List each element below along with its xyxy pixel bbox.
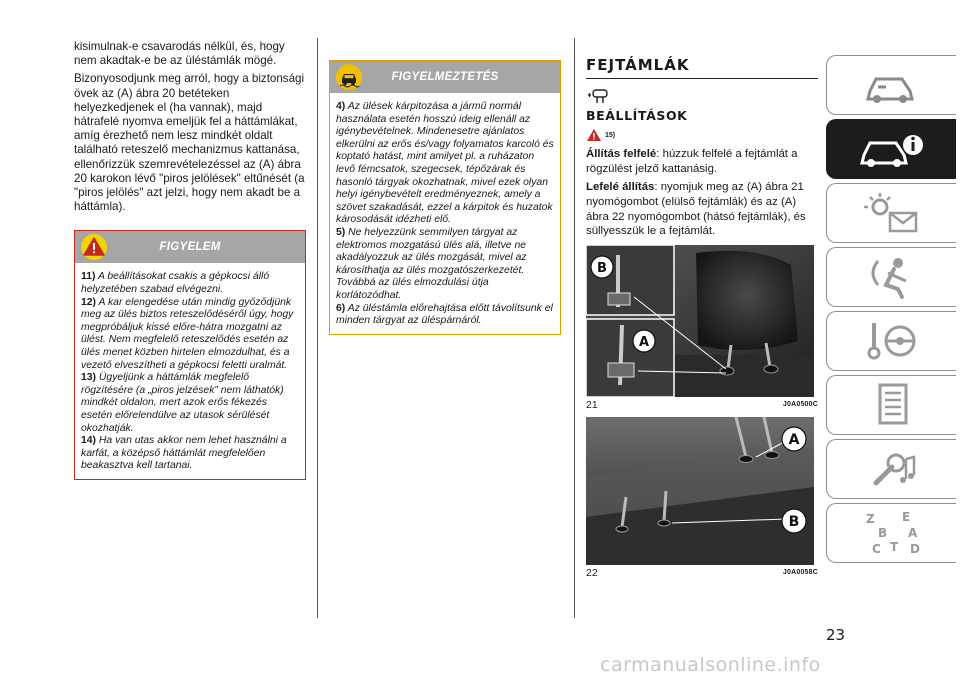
item-text: Az üléstámla előrehajtása előtt távolítsunk el minden tárgyat az üléspárnáról. bbox=[336, 302, 553, 327]
wrench-music-icon bbox=[858, 445, 926, 493]
paragraph-rest: : húzzuk felfelé a fejtámlát a rögzülést jelző kattanásig. bbox=[586, 148, 798, 175]
body-text bbox=[74, 40, 306, 214]
tab-maintenance[interactable] bbox=[826, 375, 956, 435]
warning-header bbox=[330, 61, 560, 93]
warning-item bbox=[336, 303, 554, 328]
airbag-person-icon bbox=[858, 253, 926, 301]
caution-box bbox=[74, 230, 306, 480]
item-number: 14) bbox=[81, 435, 97, 447]
caution-item bbox=[81, 435, 299, 473]
car-icon bbox=[858, 61, 926, 109]
figure-caption bbox=[586, 567, 818, 579]
warning-body bbox=[330, 93, 560, 334]
figure-code: J0A0058C bbox=[782, 569, 818, 577]
paragraph bbox=[586, 180, 818, 238]
figure-code: J0A0500C bbox=[782, 401, 818, 409]
item-text: Ügyeljünk a háttámlák megfelelő rögzítésére (a „piros jelzések” nem láthatók) mindkét oldalon, mert azok erős fékezés esetén előrelendülve az utasok sérülését okozhatják. bbox=[81, 372, 284, 434]
paragraph-lead: Állítás felfelé bbox=[586, 148, 657, 161]
item-number: 12) bbox=[81, 296, 97, 308]
tab-starting-driving[interactable] bbox=[826, 311, 956, 371]
watermark: carmanualsonline.info bbox=[600, 654, 821, 676]
index-letter: C bbox=[871, 542, 881, 556]
callout-a-label: A bbox=[638, 334, 650, 350]
caution-header bbox=[75, 231, 305, 263]
checklist-icon bbox=[858, 381, 926, 429]
alphabet-icon bbox=[858, 509, 926, 557]
figure-21-image bbox=[586, 245, 814, 397]
body-text bbox=[586, 147, 818, 239]
warning-triangle-icon bbox=[586, 128, 602, 142]
figure-caption bbox=[586, 399, 818, 411]
tab-getting-to-know[interactable] bbox=[826, 119, 956, 179]
caution-title: FIGYELEM bbox=[159, 241, 221, 254]
caution-item bbox=[81, 271, 299, 296]
car-info-icon bbox=[858, 125, 926, 173]
index-letter: D bbox=[909, 542, 920, 556]
index-letter: A bbox=[907, 526, 917, 540]
index-letter: B bbox=[877, 526, 887, 540]
paragraph: kisimulnak-e csavarodás nélkül, és, hogy nem akadtak-e be az üléstámlák mögé. bbox=[74, 40, 285, 68]
figure-number: 22 bbox=[586, 566, 598, 579]
item-text: Ne helyezzünk semmilyen tárgyat az elektromos mozgatású ülés alá, illetve ne akadályozzuk az ülés mozgását, mivel az károsíthatja az ülés mozgatószerkezetét. Továbbá az ülés elmozdulási útja korlátozódhat. bbox=[336, 226, 527, 301]
item-text: A kar elengedése után mindig győződjünk meg az ülés biztos reteszelődéséről úgy, hogy megpróbáljuk kissé előre-hátra mozgatni az ülést. Nem megfelelő reteszelődés esetén az ülés menet közben hirtelen elmozdulhat, és a vezető elveszítheti a gépkocsi feletti uralmát. bbox=[81, 296, 294, 371]
column-1 bbox=[74, 40, 306, 480]
tab-index[interactable] bbox=[826, 503, 956, 563]
paragraph bbox=[586, 147, 818, 176]
car-skid-icon bbox=[336, 64, 362, 90]
callout-a-label: A bbox=[788, 431, 800, 448]
item-text: Az ülések kárpitozása a jármű normál használata esetén hosszú ideig ellenáll az igénybevételnek. Mindenesetre ajánlatos elkerülni az erős és/vagy folyamatos karcoló és koptató hatást, mint amilyet pl. a ruházaton levő fémcsatok, szegecsek, tépőzárak és hasonló tárgyak okozhatnak, mivel ezek olyan helyi igénybevételt eredményeznek, amely a szövet szakadását, ezzel a kárpitok és huzatok károsodását idézheti elő. bbox=[336, 101, 554, 226]
sub-title bbox=[586, 108, 818, 123]
item-number: 6) bbox=[336, 302, 346, 314]
section-title: FEJTÁMLÁK bbox=[586, 56, 690, 74]
paragraph-lead: Lefelé állítás bbox=[586, 181, 655, 194]
tab-multimedia[interactable] bbox=[826, 439, 956, 499]
warning-item bbox=[336, 227, 554, 303]
lights-mail-icon bbox=[858, 189, 926, 237]
tab-lights-messages[interactable] bbox=[826, 183, 956, 243]
paragraph-rest: : nyomjuk meg az (A) ábra 21 nyomógombot (elülső fejtámlák) és az (A) ábra 22 nyomógombot (hátsó fejtámlák), és süllyesszük le a fejtámlát. bbox=[586, 181, 806, 238]
item-text: Ha van utas akkor nem lehet használni a karfát, a középső háttámlát megfelelően beakasztva kell tartanai. bbox=[81, 435, 287, 472]
callout-b-label: B bbox=[788, 513, 800, 530]
item-number: 11) bbox=[81, 271, 96, 283]
index-letter: Z bbox=[865, 512, 875, 526]
warning-item bbox=[336, 101, 554, 227]
column-3 bbox=[586, 56, 818, 585]
warning-box bbox=[329, 60, 561, 335]
caution-item bbox=[81, 297, 299, 373]
sub-title-text: BEÁLLÍTÁSOK bbox=[586, 108, 688, 124]
column-divider bbox=[574, 38, 575, 618]
warning-triangle-icon bbox=[81, 234, 107, 260]
headrest-photo-rear bbox=[586, 417, 814, 565]
figure-number: 21 bbox=[586, 398, 598, 411]
column-divider bbox=[317, 38, 318, 618]
headrest-photo-front bbox=[586, 245, 814, 397]
page-number: 23 bbox=[826, 626, 846, 644]
item-text: A beállításokat csakis a gépkocsi álló helyzetében szabad elvégezni. bbox=[81, 271, 270, 296]
figure-22-image bbox=[586, 417, 814, 565]
paragraph: Bizonyosodjunk meg arról, hogy a biztonsági övek az (A) ábra 20 betéteken helyezkedjenek el (ha vannak), majd hátrafelé nyomva emeljük fel a háttámlákat, amíg érezhető nem lesz mindkét oldalt található reteszelő mechanizmus kattanása, ellenőrizzük szemrevételezéssel az (A) ábra 20 karokon lévő "piros jelölések" eltűnését (a "piros jelölés" azt jelzi, hogy nem akadt be a háttámla). bbox=[74, 72, 305, 214]
reference-row bbox=[586, 127, 818, 143]
warning-title: FIGYELMEZTETÉS bbox=[391, 71, 499, 83]
item-number: 13) bbox=[81, 372, 97, 384]
index-letter: E bbox=[901, 510, 910, 524]
item-number: 4) bbox=[336, 101, 346, 112]
chapter-tabs bbox=[826, 55, 956, 567]
index-letter: T bbox=[889, 540, 898, 554]
reference-number: 15) bbox=[605, 131, 616, 139]
caution-body bbox=[75, 263, 305, 479]
steering-wrench-icon bbox=[858, 317, 926, 365]
caution-item bbox=[81, 372, 299, 435]
callout-b-label: B bbox=[597, 260, 607, 276]
tab-dashboard[interactable] bbox=[826, 55, 956, 115]
column-2 bbox=[329, 60, 561, 335]
section-rule bbox=[586, 78, 818, 79]
item-number: 5) bbox=[336, 226, 346, 238]
headrest-icon bbox=[586, 87, 612, 105]
tab-safety[interactable] bbox=[826, 247, 956, 307]
